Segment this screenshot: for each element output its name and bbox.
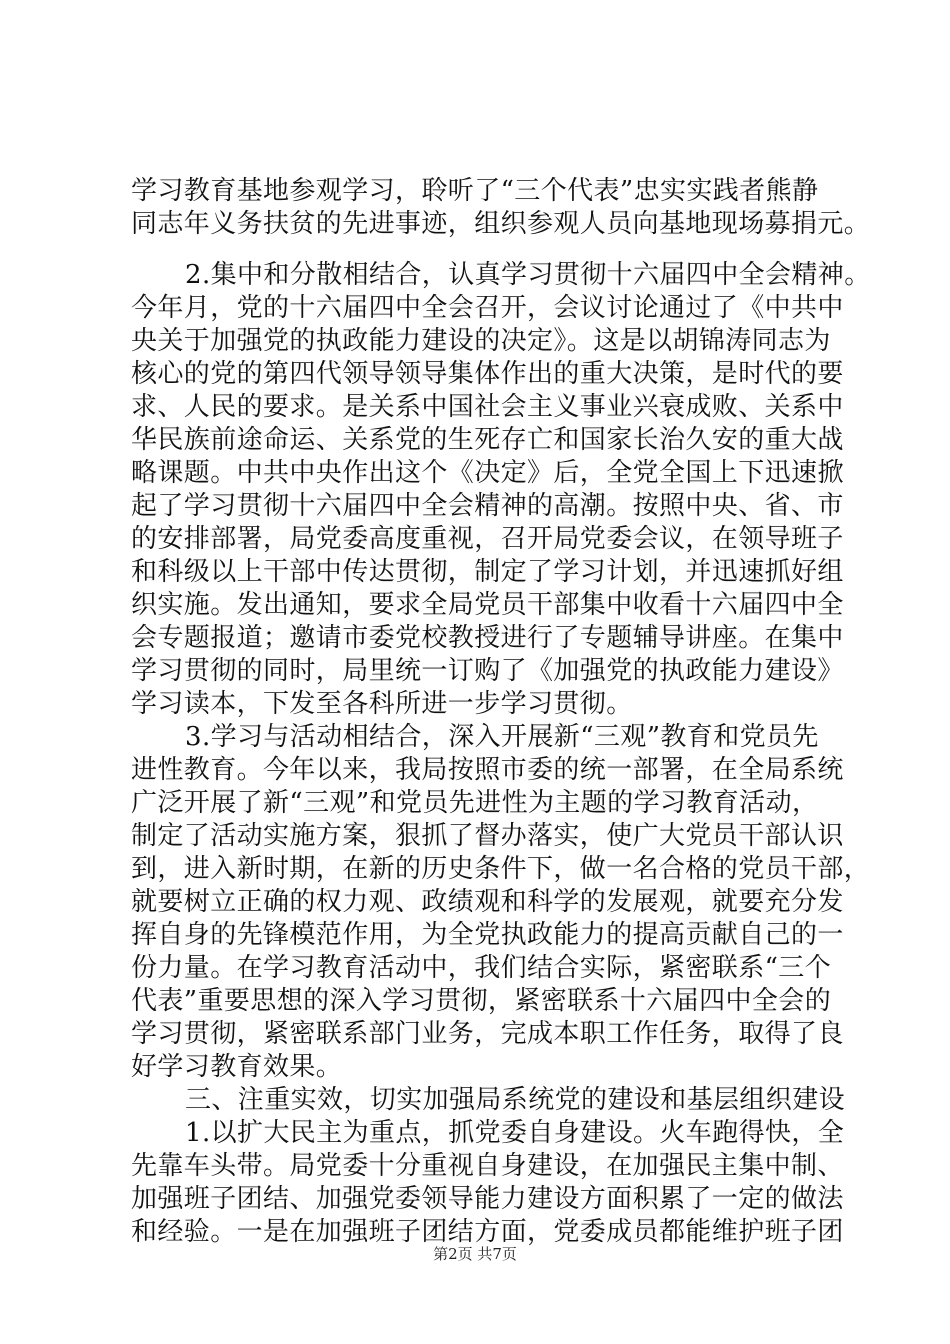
body-line: 和经验。一是在加强班子团结方面，党委成员都能维护班子团 bbox=[131, 1217, 844, 1247]
paragraph-heading-3: 3.学习与活动相结合，深入开展新“三观”教育和党员先 bbox=[185, 722, 819, 752]
body-line: 加强班子团结、加强党委领导能力建设方面积累了一定的做法 bbox=[131, 1184, 844, 1214]
body-line: 制定了活动实施方案，狠抓了督办落实，使广大党员干部认识 bbox=[131, 821, 844, 851]
body-line: 学习读本，下发至各科所进一步学习贯彻。 bbox=[131, 689, 633, 719]
body-line: 略课题。中共中央作出这个《决定》后，全党全国上下迅速掀 bbox=[131, 458, 844, 488]
body-line: 先靠车头带。局党委十分重视自身建设，在加强民主集中制、 bbox=[131, 1151, 844, 1181]
body-line: 挥自身的先锋模范作用，为全党执政能力的提高贡献自己的一 bbox=[131, 920, 844, 950]
section-heading: 三、注重实效，切实加强局系统党的建设和基层组织建设 bbox=[185, 1085, 846, 1115]
body-line: 就要树立正确的权力观、政绩观和科学的发展观，就要充分发 bbox=[131, 887, 844, 917]
body-line: 同志年义务扶贫的先进事迹，组织参观人员向基地现场募捐元。 bbox=[131, 209, 871, 239]
paragraph-heading-2: 2.集中和分散相结合，认真学习贯彻十六届四中全会精神。 bbox=[185, 260, 871, 290]
page-footer: 第2页 共7页 bbox=[433, 1245, 517, 1263]
body-line: 华民族前途命运、关系党的生死存亡和国家长治久安的重大战 bbox=[131, 425, 844, 455]
body-line: 央关于加强党的执政能力建设的决定》。这是以胡锦涛同志为 bbox=[131, 326, 831, 356]
body-line: 求、人民的要求。是关系中国社会主义事业兴衰成败、关系中 bbox=[131, 392, 844, 422]
body-line: 到，进入新时期，在新的历史条件下，做一名合格的党员干部， bbox=[131, 854, 871, 884]
body-line: 起了学习贯彻十六届四中全会精神的高潮。按照中央、省、市 bbox=[131, 491, 844, 521]
body-line: 广泛开展了新“三观”和党员先进性为主题的学习教育活动， bbox=[131, 788, 819, 818]
body-line: 的安排部署，局党委高度重视，召开局党委会议，在领导班子 bbox=[131, 524, 844, 554]
body-line: 学习贯彻的同时，局里统一订购了《加强党的执政能力建设》 bbox=[131, 656, 844, 686]
body-line: 学习教育基地参观学习，聆听了“三个代表”忠实实践者熊静 bbox=[131, 176, 819, 206]
body-line: 代表”重要思想的深入学习贯彻，紧密联系十六届四中全会的 bbox=[131, 986, 832, 1016]
body-line: 进性教育。今年以来，我局按照市委的统一部署，在全局系统 bbox=[131, 755, 844, 785]
paragraph-heading-1: 1.以扩大民主为重点，抓党委自身建设。火车跑得快，全 bbox=[185, 1118, 845, 1148]
body-line: 今年月，党的十六届四中全会召开，会议讨论通过了《中共中 bbox=[131, 293, 844, 323]
body-line: 学习贯彻，紧密联系部门业务，完成本职工作任务，取得了良 bbox=[131, 1019, 844, 1049]
body-line: 份力量。在学习教育活动中，我们结合实际，紧密联系“三个 bbox=[131, 953, 832, 983]
body-line: 核心的党的第四代领导领导集体作出的重大决策，是时代的要 bbox=[131, 359, 844, 389]
body-line: 会专题报道；邀请市委党校教授进行了专题辅导讲座。在集中 bbox=[131, 623, 844, 653]
body-line: 织实施。发出通知，要求全局党员干部集中收看十六届四中全 bbox=[131, 590, 844, 620]
body-line: 和科级以上干部中传达贯彻，制定了学习计划，并迅速抓好组 bbox=[131, 557, 844, 587]
body-line: 好学习教育效果。 bbox=[131, 1052, 343, 1082]
